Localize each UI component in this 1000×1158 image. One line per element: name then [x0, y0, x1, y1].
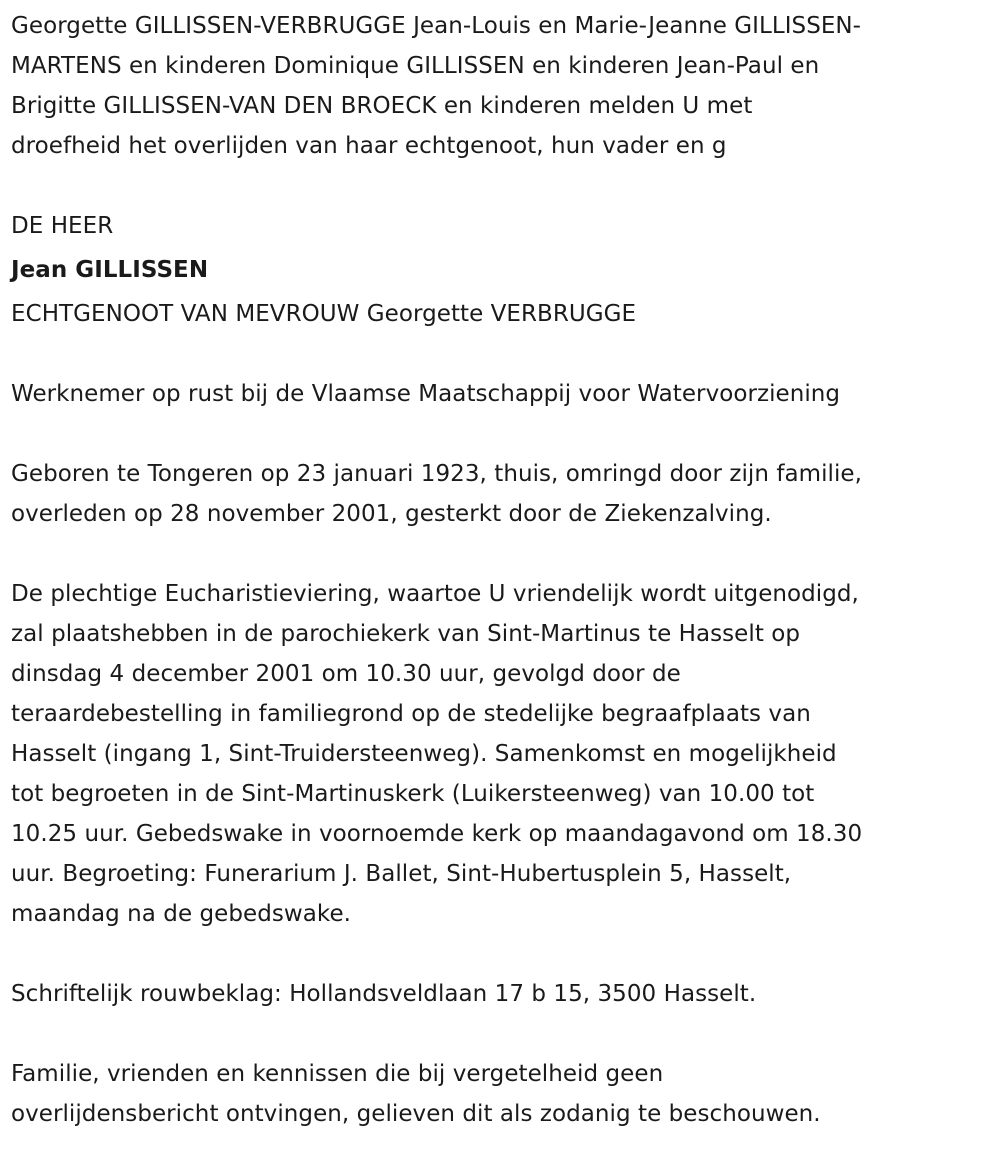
ceremony-line: zal plaatshebben in de parochiekerk van Sint-Martinus te Hasselt op	[11, 621, 801, 647]
occupation-paragraph	[11, 374, 996, 414]
ceremony-line: tot begroeten in de Sint-Martinuskerk (Luikersteenweg) van 10.00 tot	[11, 781, 815, 807]
closing-paragraph	[11, 1054, 996, 1134]
condolences-line: Schriftelijk rouwbeklag: Hollandsveldlaan 17 b 15, 3500 Hasselt.	[11, 981, 757, 1007]
deceased-name: Jean GILLISSEN	[11, 257, 209, 283]
death-notice-document	[11, 6, 996, 1134]
occupation-line: Werknemer op rust bij de Vlaamse Maatschappij voor Watervoorziening	[11, 381, 841, 407]
ceremony-paragraph	[11, 574, 996, 934]
intro-line: Georgette GILLISSEN-VERBRUGGE Jean-Louis en Marie-Jeanne GILLISSEN-	[11, 13, 862, 39]
ceremony-line: Hasselt (ingang 1, Sint-Truidersteenweg). Samenkomst en mogelijkheid	[11, 741, 837, 767]
intro-line: droefheid het overlijden van haar echtgenoot, hun vader en g	[11, 133, 727, 159]
deceased-block	[11, 206, 996, 334]
ceremony-line: dinsdag 4 december 2001 om 10.30 uur, gevolgd door de	[11, 661, 681, 687]
intro-paragraph	[11, 6, 996, 166]
spouse-line: ECHTGENOOT VAN MEVROUW Georgette VERBRUGGE	[11, 301, 637, 327]
closing-line: Familie, vrienden en kennissen die bij vergetelheid geen	[11, 1061, 664, 1087]
intro-line: Brigitte GILLISSEN-VAN DEN BROECK en kinderen melden U met	[11, 93, 753, 119]
ceremony-line: uur. Begroeting: Funerarium J. Ballet, Sint-Hubertusplein 5, Hasselt,	[11, 861, 792, 887]
ceremony-line: teraardebestelling in familiegrond op de stedelijke begraafplaats van	[11, 701, 811, 727]
ceremony-line: maandag na de gebedswake.	[11, 901, 352, 927]
birth-death-line: overleden op 28 november 2001, gesterkt door de Ziekenzalving.	[11, 501, 772, 527]
deceased-title: DE HEER	[11, 213, 114, 239]
intro-line: MARTENS en kinderen Dominique GILLISSEN en kinderen Jean-Paul en	[11, 53, 820, 79]
ceremony-line: 10.25 uur. Gebedswake in voornoemde kerk op maandagavond om 18.30	[11, 821, 863, 847]
closing-line: overlijdensbericht ontvingen, gelieven dit als zodanig te beschouwen.	[11, 1101, 821, 1127]
birth-death-line: Geboren te Tongeren op 23 januari 1923, thuis, omringd door zijn familie,	[11, 461, 862, 487]
birth-death-paragraph	[11, 454, 996, 534]
ceremony-line: De plechtige Eucharistieviering, waartoe U vriendelijk wordt uitgenodigd,	[11, 581, 859, 607]
condolences-paragraph	[11, 974, 996, 1014]
